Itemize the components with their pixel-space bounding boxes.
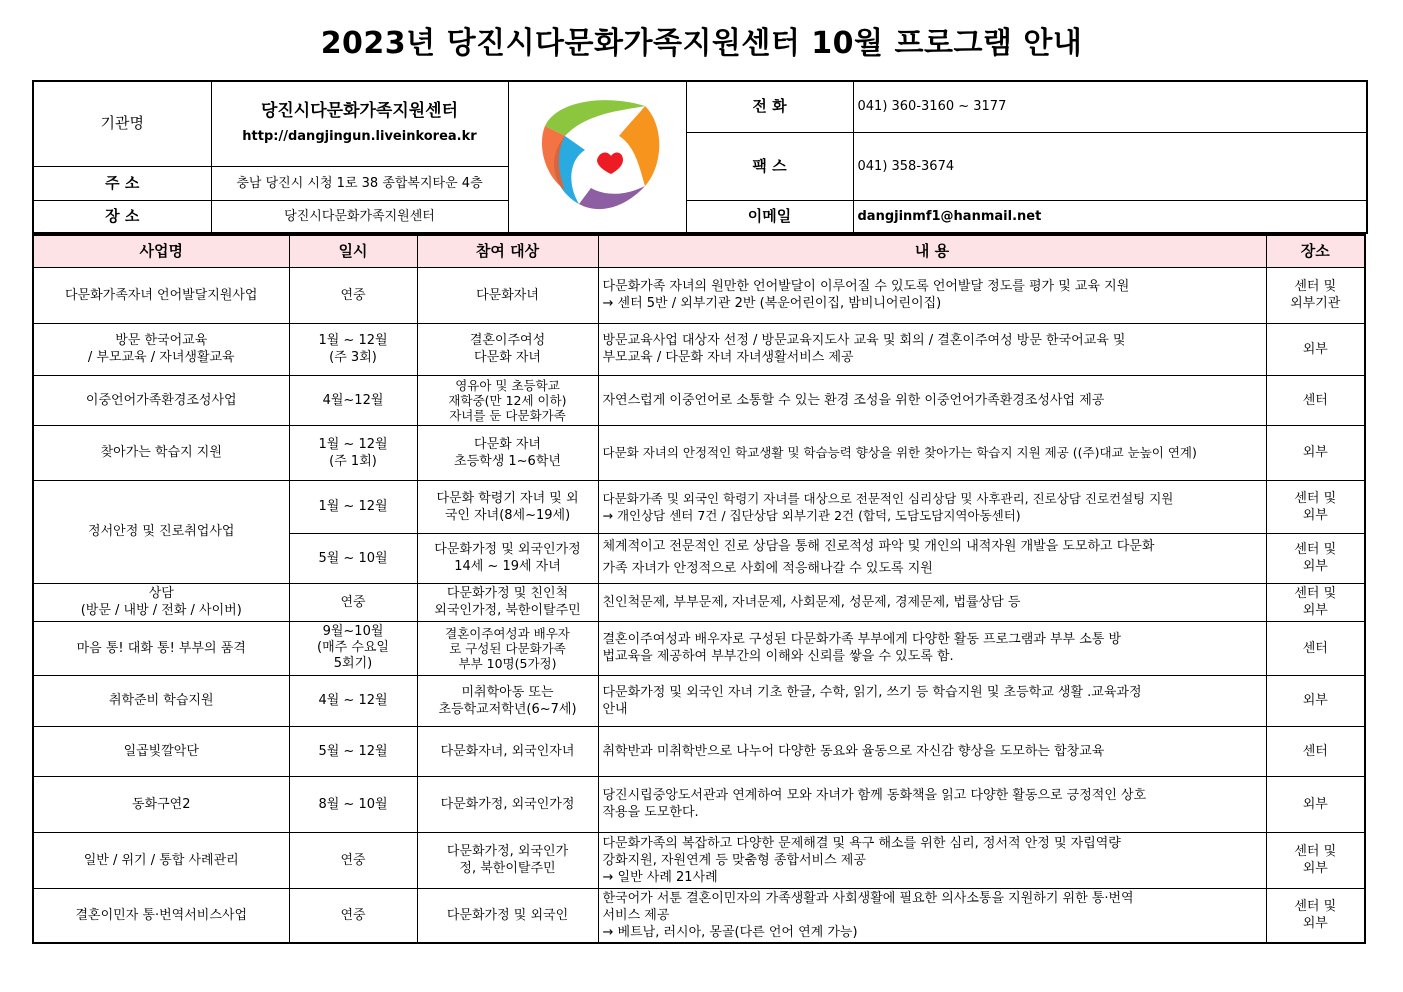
phone-value: 041) 360-3160 ~ 3177 [853, 81, 1367, 132]
program-name: 일곱빛깔악단 [33, 726, 289, 776]
program-date: 4월 ~ 12월 [289, 675, 417, 726]
program-content: 친인척문제, 부부문제, 자녀문제, 사회문제, 성문제, 경제문제, 법률상담 등 [598, 583, 1266, 621]
info-table [32, 80, 1368, 234]
phone-label: 전 화 [686, 81, 853, 132]
place-value: 당진시다문화가족지원센터 [211, 200, 508, 233]
table-row [33, 583, 1365, 621]
logo-cell [508, 81, 686, 233]
program-name: 동화구연2 [33, 776, 289, 832]
table-row [33, 776, 1365, 832]
program-place: 외부 [1266, 323, 1365, 375]
email-value[interactable]: dangjinmf1@hanmail.net [853, 200, 1367, 233]
program-content: 다문화가정 및 외국인 자녀 기초 한글, 수학, 읽기, 쓰기 등 학습지원 및 초등학교 생활 .교육과정 안내 [598, 675, 1266, 726]
table-row [33, 832, 1365, 888]
org-label: 기관명 [33, 81, 211, 166]
program-date: 1월 ~ 12월 (주 3회) [289, 323, 417, 375]
program-target: 다문화 학령기 자녀 및 외 국인 자녀(8세~19세) [417, 480, 598, 533]
program-place: 외부 [1266, 675, 1365, 726]
header-place: 장소 [1266, 235, 1365, 267]
program-target: 다문화자녀 [417, 267, 598, 323]
program-target: 다문화가정, 외국인가 정, 북한이탈주민 [417, 832, 598, 888]
program-name: 이중언어가족환경조성사업 [33, 375, 289, 425]
program-name: 찾아가는 학습지 지원 [33, 425, 289, 480]
program-place: 외부 [1266, 425, 1365, 480]
header-target: 참여 대상 [417, 235, 598, 267]
header-date: 일시 [289, 235, 417, 267]
program-name: 다문화가족자녀 언어발달지원사업 [33, 267, 289, 323]
fax-label: 팩 스 [686, 132, 853, 200]
program-content: 다문화가족 및 외국인 학령기 자녀를 대상으로 전문적인 심리상담 및 사후관리, 진로상담 진로컨설팅 지원 → 개인상담 센터 7건 / 집단상담 외부기관 2건 (합덕, 도담도담지역아동센터) [598, 480, 1266, 533]
address-value: 충남 당진시 시청 1로 38 종합복지타운 4층 [211, 166, 508, 200]
table-row [33, 267, 1365, 323]
page-title: 2023년 당진시다문화가족지원센터 10월 프로그램 안내 [320, 26, 1083, 61]
program-place: 센터 [1266, 726, 1365, 776]
program-date: 연중 [289, 832, 417, 888]
program-target: 영유아 및 초등학교 재학중(만 12세 이하) 자녀를 둔 다문화가족 [417, 375, 598, 425]
program-content: 다문화가족 자녀의 원만한 언어발달이 이루어질 수 있도록 언어발달 정도를 평가 및 교육 지원 → 센터 5반 / 외부기관 2반 (복운어린이집, 밤비니어린이집) [598, 267, 1266, 323]
program-table [32, 234, 1366, 944]
program-content: 다문화가족의 복잡하고 다양한 문제해결 및 욕구 해소를 위한 심리, 정서적 안정 및 자립역량 강화지원, 자원연계 등 맞춤형 종합서비스 제공 → 일반 사례 21사례 [598, 832, 1266, 888]
program-date: 8월 ~ 10월 [289, 776, 417, 832]
table-row [33, 323, 1365, 375]
program-content: 결혼이주여성과 배우자로 구성된 다문화가족 부부에게 다양한 활동 프로그램과 부부 소통 방 법교육을 제공하여 부부간의 이해와 신뢰를 쌓을 수 있도록 함. [598, 621, 1266, 675]
org-cell [211, 81, 508, 166]
program-content: 체계적이고 전문적인 진로 상담을 통해 진로적성 파악 및 개인의 내적자원 개발을 도모하고 다문화 가족 자녀가 안정적으로 사회에 적응해나갈 수 있도록 지원 [598, 533, 1266, 583]
center-logo-icon [527, 96, 667, 214]
program-date: 연중 [289, 267, 417, 323]
program-target: 결혼이주여성 다문화 자녀 [417, 323, 598, 375]
fax-value: 041) 358-3674 [853, 132, 1367, 200]
program-date: 연중 [289, 888, 417, 943]
program-place: 센터 및 외부 [1266, 480, 1365, 533]
table-row [33, 375, 1365, 425]
program-date: 1월 ~ 12월 (주 1회) [289, 425, 417, 480]
org-url[interactable]: http://dangjingun.liveinkorea.kr [242, 128, 477, 144]
program-target: 다문화가정 및 친인척 외국인가정, 북한이탈주민 [417, 583, 598, 621]
program-content: 다문화 자녀의 안정적인 학교생활 및 학습능력 향상을 위한 찾아가는 학습지 지원 제공 ((주)대교 눈높이 연계) [598, 425, 1266, 480]
program-place: 센터 및 외부 [1266, 888, 1365, 943]
table-row [33, 480, 1365, 533]
program-target: 미취학아동 또는 초등학교저학년(6~7세) [417, 675, 598, 726]
program-name: 결혼이민자 통·번역서비스사업 [33, 888, 289, 943]
program-content: 취학반과 미취학반으로 나누어 다양한 동요와 율동으로 자신감 향상을 도모하는 합창교육 [598, 726, 1266, 776]
program-target: 다문화 자녀 초등학생 1~6학년 [417, 425, 598, 480]
program-name: 상담 (방문 / 내방 / 전화 / 사이버) [33, 583, 289, 621]
program-content: 한국어가 서툰 결혼이민자의 가족생활과 사회생활에 필요한 의사소통을 지원하기 위한 통·번역 서비스 제공 → 베트남, 러시아, 몽골(다른 언어 연계 가능) [598, 888, 1266, 943]
program-target: 다문화가정, 외국인가정 [417, 776, 598, 832]
program-content: 당진시립중앙도서관과 연계하여 모와 자녀가 함께 동화책을 읽고 다양한 활동으로 긍정적인 상호 작용을 도모한다. [598, 776, 1266, 832]
program-name: 정서안정 및 진로취업사업 [33, 480, 289, 583]
program-place: 센터 및 외부기관 [1266, 267, 1365, 323]
program-date: 연중 [289, 583, 417, 621]
program-target: 결혼이주여성과 배우자 로 구성된 다문화가족 부부 10명(5가정) [417, 621, 598, 675]
program-place: 센터 및 외부 [1266, 583, 1365, 621]
program-name: 일반 / 위기 / 통합 사례관리 [33, 832, 289, 888]
address-label: 주 소 [33, 166, 211, 200]
program-date: 4월~12월 [289, 375, 417, 425]
table-row [33, 726, 1365, 776]
program-place: 센터 [1266, 621, 1365, 675]
program-target: 다문화자녀, 외국인자녀 [417, 726, 598, 776]
program-date: 5월 ~ 12월 [289, 726, 417, 776]
program-target: 다문화가정 및 외국인가정 14세 ~ 19세 자녀 [417, 533, 598, 583]
table-row [33, 425, 1365, 480]
program-place: 센터 및 외부 [1266, 533, 1365, 583]
table-row [33, 621, 1365, 675]
program-date: 5월 ~ 10월 [289, 533, 417, 583]
program-content: 방문교육사업 대상자 선정 / 방문교육지도사 교육 및 회의 / 결혼이주여성 방문 한국어교육 및 부모교육 / 다문화 자녀 자녀생활서비스 제공 [598, 323, 1266, 375]
program-name: 취학준비 학습지원 [33, 675, 289, 726]
email-label: 이메일 [686, 200, 853, 233]
program-name: 방문 한국어교육 / 부모교육 / 자녀생활교육 [33, 323, 289, 375]
program-place: 외부 [1266, 776, 1365, 832]
program-date: 9월~10월 (매주 수요일 5회기) [289, 621, 417, 675]
program-target: 다문화가정 및 외국인 [417, 888, 598, 943]
program-name: 마음 통! 대화 통! 부부의 품격 [33, 621, 289, 675]
table-row [33, 888, 1365, 943]
org-name: 당진시다문화가족지원센터 [260, 100, 459, 121]
program-place: 센터 [1266, 375, 1365, 425]
program-place: 센터 및 외부 [1266, 832, 1365, 888]
program-date: 1월 ~ 12월 [289, 480, 417, 533]
header-name: 사업명 [33, 235, 289, 267]
header-content: 내 용 [598, 235, 1266, 267]
place-label: 장 소 [33, 200, 211, 233]
table-header-row [33, 235, 1365, 267]
table-row [33, 675, 1365, 726]
program-content: 자연스럽게 이중언어로 소통할 수 있는 환경 조성을 위한 이중언어가족환경조성사업 제공 [598, 375, 1266, 425]
